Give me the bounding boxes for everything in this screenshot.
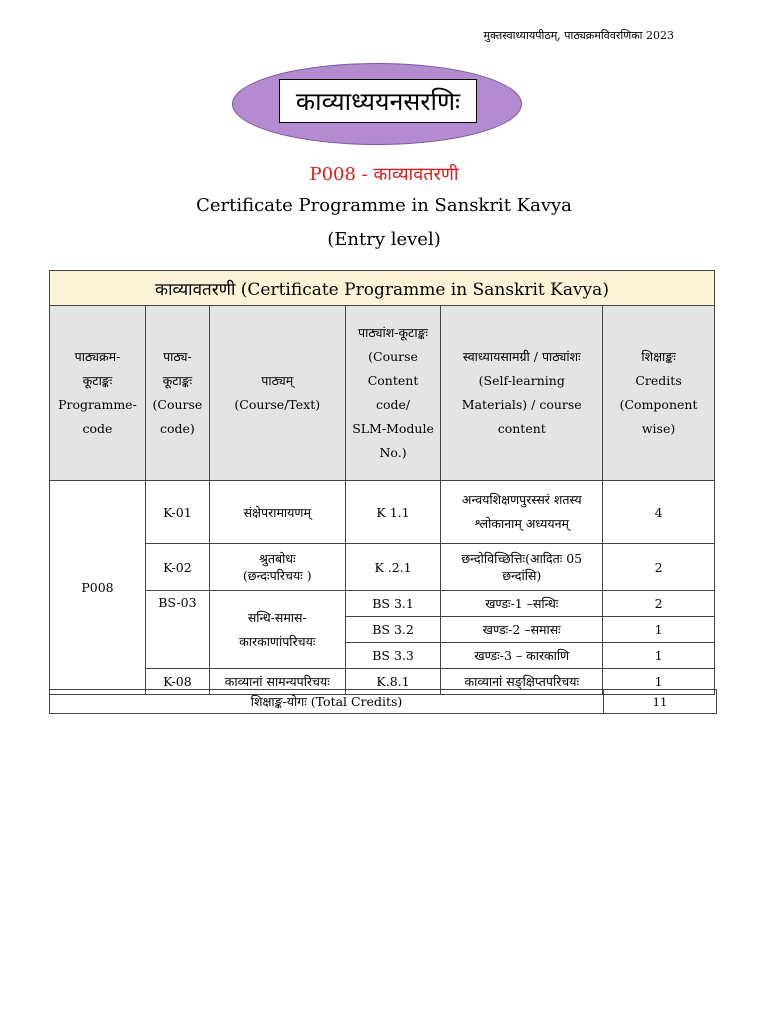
table-row <box>50 591 715 617</box>
col-header-course-code: पाठ्य- कूटाङ्कः (Course code) <box>145 306 209 481</box>
content-code-cell: K.8.1 <box>345 669 441 695</box>
content-cell: अन्वयशिक्षणपुरस्सरं शतस्य श्लोकानाम् अध्ययनम् <box>441 481 603 544</box>
content-code-cell: K 1.1 <box>345 481 441 544</box>
course-text-cell: संक्षेपरामायणम् <box>209 481 345 544</box>
credits-cell: 2 <box>603 544 715 591</box>
content-cell: छन्दोविच्छित्तिः(आदितः 05 छन्दांसि) <box>441 544 603 591</box>
total-credits-row <box>49 689 717 714</box>
course-code-cell: K-01 <box>145 481 209 544</box>
col-header-content-code: पाठ्यांश-कूटाङ्कः (Course Content code/ SLM-Module No.) <box>345 306 441 481</box>
content-cell: काव्यानां सङ्क्षिप्तपरिचयः <box>441 669 603 695</box>
table-row <box>50 481 715 544</box>
course-code-cell: K-02 <box>145 544 209 591</box>
col-header-content: स्वाध्यायसामग्री / पाठ्यांशः (Self-learning Materials) / course content <box>441 306 603 481</box>
course-text-cell: श्रुतबोधः (छन्दःपरिचयः ) <box>209 544 345 591</box>
credits-cell: 4 <box>603 481 715 544</box>
banner-title: काव्याध्ययनसरणिः <box>279 79 477 123</box>
total-credits-value: 11 <box>652 694 668 709</box>
content-cell: खण्डः-2 –समासः <box>441 617 603 643</box>
programme-code-cell: P008 <box>50 481 146 695</box>
content-cell: खण्डः-3 – कारकाणि <box>441 643 603 669</box>
table-caption: काव्यावतरणी (Certificate Programme in Sanskrit Kavya) <box>50 271 715 306</box>
programme-code-title: P008 - काव्यावतरणी <box>309 164 459 185</box>
col-header-credits: शिक्षाङ्कः Credits (Component wise) <box>603 306 715 481</box>
table-header-row <box>50 306 715 481</box>
course-code-cell: BS-03 <box>145 591 209 669</box>
credits-cell: 1 <box>603 643 715 669</box>
content-code-cell: K .2.1 <box>345 544 441 591</box>
content-code-cell: BS 3.2 <box>345 617 441 643</box>
table-row <box>50 544 715 591</box>
programme-name: Certificate Programme in Sanskrit Kavya <box>196 195 572 216</box>
content-cell: खण्डः-1 –सन्धिः <box>441 591 603 617</box>
course-text-cell: सन्धि-समास- कारकाणांपरिचयः <box>209 591 345 669</box>
running-head: मुक्तस्वाध्यायपीठम्, पाठ्यक्रमविवरणिका 2023 <box>483 29 674 42</box>
col-header-course-text: पाठ्यम् (Course/Text) <box>209 306 345 481</box>
course-code-cell: K-08 <box>145 669 209 695</box>
content-code-cell: BS 3.3 <box>345 643 441 669</box>
course-table <box>49 270 715 695</box>
col-header-programme-code: पाठ्यक्रम- कूटाङ्कः Programme- code <box>50 306 146 481</box>
content-code-cell: BS 3.1 <box>345 591 441 617</box>
course-text-cell: काव्यानां सामन्यपरिचयः <box>209 669 345 695</box>
total-credits-label: शिक्षाङ्क-योगः (Total Credits) <box>50 690 604 713</box>
credits-cell: 1 <box>603 669 715 695</box>
credits-cell: 2 <box>603 591 715 617</box>
credits-cell: 1 <box>603 617 715 643</box>
programme-level: (Entry level) <box>327 229 441 250</box>
